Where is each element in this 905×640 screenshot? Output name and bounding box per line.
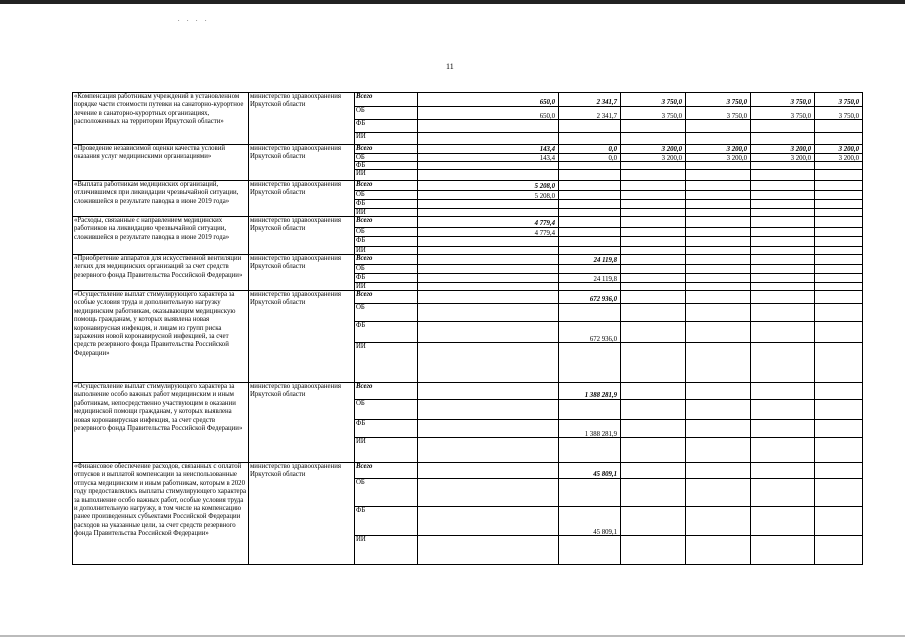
funding-source-label: ОБ: [356, 400, 365, 407]
funding-source-label: ОБ: [356, 265, 365, 272]
amount-cell: 650,0: [539, 99, 555, 106]
responsible-org: министерство здравоохранения Иркутской области: [250, 93, 341, 109]
funding-source-label: ОБ: [356, 154, 365, 161]
funding-source-label: ИИ: [356, 209, 366, 216]
measure-name: «Выплата работникам медицинских организаций, отличившимся при ликвидации чрезвычайной ситуации, сложившейся в результате паводка в июне 2019 года»: [74, 181, 239, 205]
table-bottom-border: [72, 564, 862, 565]
amount-cell: 3 200,0: [661, 155, 682, 162]
amount-cell: 5 208,0: [534, 193, 555, 200]
measure-name: «Осуществление выплат стимулирующего характера за особые условия труда и дополнительную нагрузку медицинским работникам, оказывающим медицинскую помощь гражданам, у которых выявлена новая коронавирусная инфекция, и лицам из групп риска заражения новой коронавирусной инфекцией, за счет средств резервного фонда Правительства Российской Федерации»: [74, 291, 236, 357]
funding-source-label: ОБ: [356, 479, 365, 486]
measure-name: «Расходы, связанные с направлением медицинских работников на ликвидацию чрезвычайной ситуации, сложившейся в результате паводка в июне 2019 года»: [74, 217, 230, 241]
funding-source-label: Всего: [356, 217, 373, 224]
budget-table: [72, 92, 862, 565]
funding-line-total: [354, 93, 862, 106]
responsible-org: министерство здравоохранения Иркутской области: [250, 255, 341, 271]
funding-source-label: Всего: [356, 383, 373, 390]
funding-source-label: ИИ: [356, 247, 366, 254]
top-border: [0, 0, 905, 4]
amount-cell: 3 750,0: [790, 113, 811, 120]
funding-source-label: ОБ: [356, 191, 365, 198]
amount-cell: 4 779,4: [534, 230, 555, 237]
bottom-border: [0, 635, 905, 637]
funding-source-label: ОБ: [356, 304, 365, 311]
amount-cell: 143,4: [539, 146, 555, 153]
table-row: [72, 216, 862, 255]
funding-line-total: [354, 463, 862, 478]
page-number: 11: [446, 62, 454, 71]
funding-line-ob: [354, 399, 862, 420]
amount-cell: 2 341,7: [596, 113, 617, 120]
amount-cell: 24 119,8: [593, 257, 617, 264]
funding-source-label: ОБ: [356, 107, 365, 114]
amount-cell: 672 936,0: [589, 296, 617, 303]
table-row: [72, 180, 862, 217]
amount-cell: 3 200,0: [726, 155, 747, 162]
measure-name: «Проведение независимой оценки качества условий оказания услуг медицинскими организациями»: [74, 145, 226, 161]
funding-line-total: [354, 145, 862, 153]
funding-source-label: ИИ: [356, 536, 366, 543]
funding-line-ob: [354, 303, 862, 322]
amount-cell: 3 750,0: [661, 99, 682, 106]
funding-source-label: ОБ: [356, 228, 365, 235]
funding-source-label: ИИ: [356, 438, 366, 445]
responsible-org: министерство здравоохранения Иркутской области: [250, 291, 341, 307]
responsible-org: министерство здравоохранения Иркутской области: [250, 181, 341, 197]
table-row: [72, 462, 862, 566]
amount-cell: 3 750,0: [838, 113, 859, 120]
amount-cell: 24 119,8: [593, 276, 617, 283]
funding-source-label: ИИ: [356, 133, 366, 140]
funding-source-label: ФБ: [356, 507, 366, 514]
amount-cell: 3 750,0: [661, 113, 682, 120]
amount-cell: 143,4: [539, 155, 555, 162]
funding-source-label: ФБ: [356, 120, 366, 127]
funding-source-label: ИИ: [356, 170, 366, 177]
table-row: [72, 382, 862, 463]
amount-cell: 3 750,0: [790, 99, 811, 106]
amount-cell: 0,0: [608, 146, 617, 153]
amount-cell: 3 200,0: [726, 146, 747, 153]
responsible-org: министерство здравоохранения Иркутской области: [250, 383, 341, 399]
funding-line-total: [354, 255, 862, 264]
funding-line-fb: [354, 119, 862, 133]
funding-source-label: ФБ: [356, 237, 366, 244]
column-divider: [862, 92, 863, 565]
funding-source-label: Всего: [356, 255, 373, 262]
amount-cell: 4 779,4: [534, 220, 555, 227]
responsible-org: министерство здравоохранения Иркутской области: [250, 463, 341, 479]
funding-line-total: [354, 383, 862, 399]
amount-cell: 650,0: [539, 113, 555, 120]
scan-marks: . . . .: [178, 17, 210, 23]
funding-line-fb: [354, 419, 862, 438]
amount-cell: 3 200,0: [790, 155, 811, 162]
amount-cell: 3 750,0: [726, 99, 747, 106]
amount-cell: 5 208,0: [534, 183, 555, 190]
responsible-org: министерство здравоохранения Иркутской области: [250, 145, 341, 161]
funding-line-total: [354, 217, 862, 227]
funding-source-label: ФБ: [356, 274, 366, 281]
table-row: [72, 144, 862, 181]
table-row: [72, 254, 862, 291]
measure-name: «Осуществление выплат стимулирующего характера за выполнение особо важных работ медицинским и иным работникам, непосредственно участвующим в оказании медицинской помощи гражданам, у которых выявлена новая коронавирусная инфекция, за счет средств резервного фонда Правительства Российской Федерации»: [74, 383, 243, 433]
funding-source-label: Всего: [356, 181, 373, 188]
amount-cell: 45 809,1: [593, 471, 617, 478]
table-row: [72, 290, 862, 383]
amount-cell: 45 809,1: [593, 529, 617, 536]
amount-cell: 3 200,0: [838, 155, 859, 162]
funding-source-label: Всего: [356, 291, 373, 298]
amount-cell: 2 341,7: [596, 99, 617, 106]
amount-cell: 3 200,0: [838, 146, 859, 153]
funding-line-total: [354, 291, 862, 303]
funding-source-label: Всего: [356, 93, 373, 100]
amount-cell: 672 936,0: [589, 336, 617, 343]
amount-cell: 3 750,0: [726, 113, 747, 120]
amount-cell: 3 200,0: [790, 146, 811, 153]
measure-name: «Финансовое обеспечение расходов, связанных с оплатой отпусков и выплатой компенсации за неиспользованные отпуска медицинским и иным работникам, которым в 2020 году предоставлялись выплаты стимулирующего характера за выполнение особо важных работ, особые условия труда и дополнительную нагрузку, в том числе на компенсацию ранее произведенных субъектами Российской Федерации расходов на указанные цели, за счет средств резервного фонда Правительства Российской Федерации»: [74, 463, 246, 538]
amount-cell: 3 750,0: [838, 99, 859, 106]
funding-line-total: [354, 181, 862, 190]
amount-cell: 1 388 281,9: [584, 431, 617, 438]
funding-source-label: ФБ: [356, 322, 366, 329]
funding-source-label: ФБ: [356, 200, 366, 207]
funding-source-label: Всего: [356, 463, 373, 470]
funding-line-ii: [354, 535, 862, 567]
funding-source-label: Всего: [356, 145, 373, 152]
measure-name: «Компенсация работникам учреждений в установленном порядке части стоимости путевки на санаторно-курортное лечение в санаторно-курортных организациях, расположенных на территории Иркутской области»: [74, 93, 244, 126]
funding-line-fb: [354, 506, 862, 536]
table-row: [72, 92, 862, 145]
funding-line-ob: [354, 478, 862, 507]
funding-source-label: ФБ: [356, 162, 366, 169]
funding-line-fb: [354, 321, 862, 343]
funding-source-label: ФБ: [356, 420, 366, 427]
amount-cell: 1 388 281,9: [584, 392, 617, 399]
funding-line-ii: [354, 342, 862, 384]
amount-cell: 0,0: [608, 155, 617, 162]
funding-line-ob: [354, 106, 862, 120]
responsible-org: министерство здравоохранения Иркутской области: [250, 217, 341, 233]
funding-source-label: ИИ: [356, 343, 366, 350]
measure-name: «Приобретение аппаратов для искусственной вентиляции легких для медицинских организаций за счет средств резервного фонда Правительства Российской Федерации»: [74, 255, 243, 279]
funding-line-ii: [354, 437, 862, 464]
amount-cell: 3 200,0: [661, 146, 682, 153]
funding-source-label: ИИ: [356, 283, 366, 290]
